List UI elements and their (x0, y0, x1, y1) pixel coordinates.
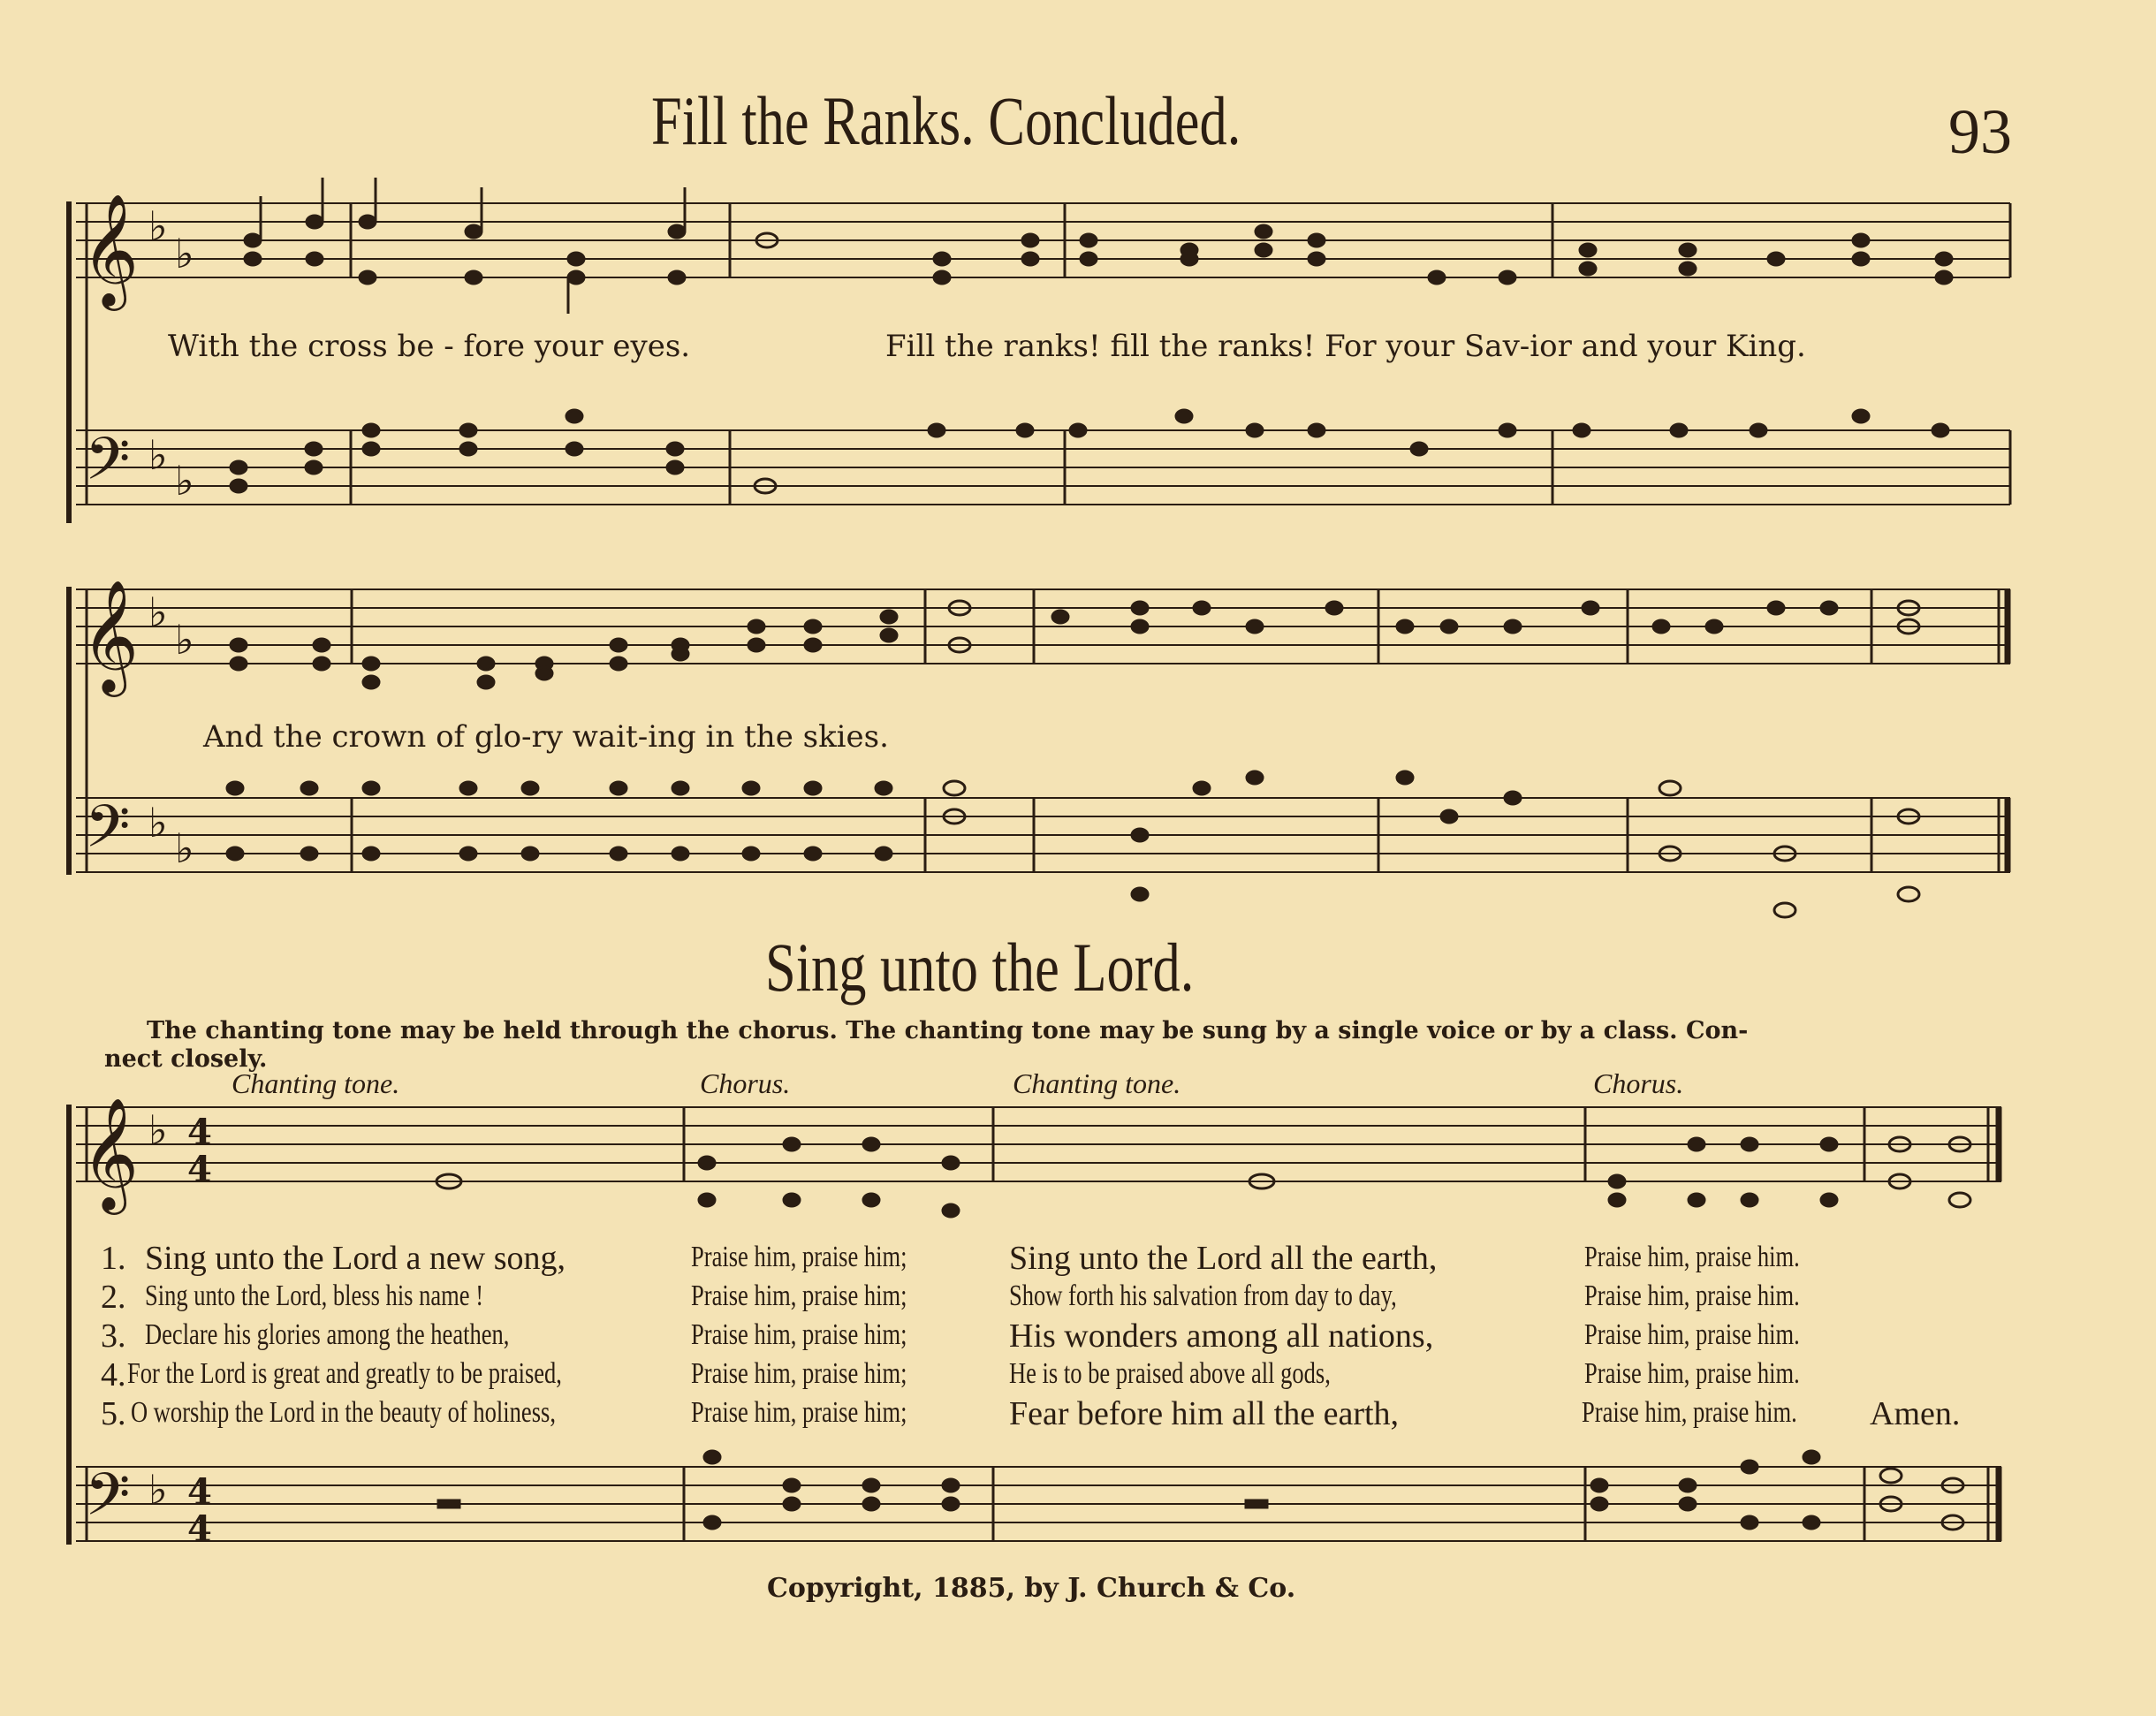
verse-text-c: Sing unto the Lord all the earth, (1009, 1240, 1438, 1277)
instructions-line-2: nect closely. (104, 1045, 268, 1073)
verse-text-d: Praise him, praise him. (1582, 1396, 1797, 1429)
flat-icon: ♭ (148, 1466, 168, 1514)
chanting-tone-label: Chanting tone. (232, 1067, 400, 1099)
verse-text-a: Declare his glories among the heathen, (145, 1318, 510, 1351)
hymn-title: Sing unto the Lord. (765, 929, 1195, 1006)
verse-text-c: He is to be praised above all gods, (1009, 1357, 1331, 1390)
verse-number: 4. (101, 1356, 126, 1393)
bass-clef-icon: 𝄢 (85, 425, 131, 507)
verse-text-d: Praise him, praise him. (1584, 1241, 1800, 1273)
treble-clef-icon: 𝄞 (81, 579, 140, 692)
verse-text-c: Fear before him all the earth, (1009, 1395, 1400, 1432)
verse-text-d: Praise him, praise him. (1584, 1279, 1800, 1312)
verse-text-b: Praise him, praise him; (691, 1279, 907, 1312)
verse-text-b: Praise him, praise him; (691, 1396, 907, 1429)
lyric-line-2: And the crown of glo-ry wait-ing in the skies. (203, 719, 889, 755)
copyright-notice: Copyright, 1885, by J. Church & Co. (767, 1573, 1296, 1604)
bass-clef-icon: 𝄢 (85, 1461, 131, 1543)
verse-text-c: Show forth his salvation from day to day, (1009, 1279, 1397, 1312)
flat-icon: ♭ (148, 202, 168, 250)
treble-clef-icon: 𝄞 (81, 193, 140, 306)
time-signature-bottom: 4 (187, 1508, 212, 1550)
verse-number: 1. (101, 1240, 126, 1277)
bass-staff-3 (76, 1467, 2001, 1541)
flat-icon: ♭ (175, 230, 194, 277)
time-signature-bottom: 4 (187, 1149, 212, 1190)
time-signature-top: 4 (187, 1471, 212, 1513)
treble-staff-3 (76, 1107, 2001, 1181)
treble-clef-icon: 𝄞 (81, 1097, 140, 1210)
time-signature-top: 4 (187, 1112, 212, 1153)
verse-text-b: Praise him, praise him; (691, 1318, 907, 1351)
lyric-line-1a: With the cross be - fore your eyes. (168, 329, 691, 364)
verse-text-a: For the Lord is great and greatly to be praised, (127, 1357, 562, 1390)
verse-text-b: Praise him, praise him; (691, 1357, 907, 1390)
page-number: 93 (1948, 96, 2012, 167)
verse-text-d: Praise him, praise him. (1584, 1318, 1800, 1351)
verse-text-d: Praise him, praise him. (1584, 1357, 1800, 1390)
flat-icon: ♭ (148, 799, 168, 847)
flat-icon: ♭ (175, 616, 194, 664)
chorus-label: Chorus. (700, 1067, 791, 1099)
flat-icon: ♭ (175, 824, 194, 872)
verse-text-b: Praise him, praise him; (691, 1241, 907, 1273)
flat-icon: ♭ (148, 1106, 168, 1154)
verse-text-a: Sing unto the Lord, bless his name ! (145, 1279, 484, 1312)
bass-clef-icon: 𝄢 (85, 793, 131, 875)
chanting-tone-label: Chanting tone. (1013, 1067, 1181, 1099)
verse-number: 3. (101, 1317, 126, 1355)
verse-number: 2. (101, 1279, 126, 1316)
flat-icon: ♭ (148, 431, 168, 479)
amen-text: Amen. (1870, 1395, 1961, 1432)
chorus-label: Chorus. (1593, 1067, 1684, 1099)
verse-text-c: His wonders among all nations, (1009, 1317, 1434, 1355)
flat-icon: ♭ (148, 588, 168, 636)
flat-icon: ♭ (175, 457, 194, 505)
verse-text-a: O worship the Lord in the beauty of holiness, (131, 1396, 556, 1429)
bass-notes-3 (438, 1451, 1963, 1530)
verse-number: 5. (101, 1395, 126, 1432)
treble-notes-3 (437, 1137, 1970, 1217)
lyric-line-1b: Fill the ranks! fill the ranks! For your Sav-ior and your King. (885, 329, 1806, 364)
page-title: Fill the Ranks. Concluded. (651, 82, 1241, 159)
instructions-line-1: The chanting tone may be held through the chorus. The chanting tone may be sung by a single voice or by a class. Con- (147, 1017, 1749, 1044)
verse-text-a: Sing unto the Lord a new song, (145, 1240, 566, 1277)
